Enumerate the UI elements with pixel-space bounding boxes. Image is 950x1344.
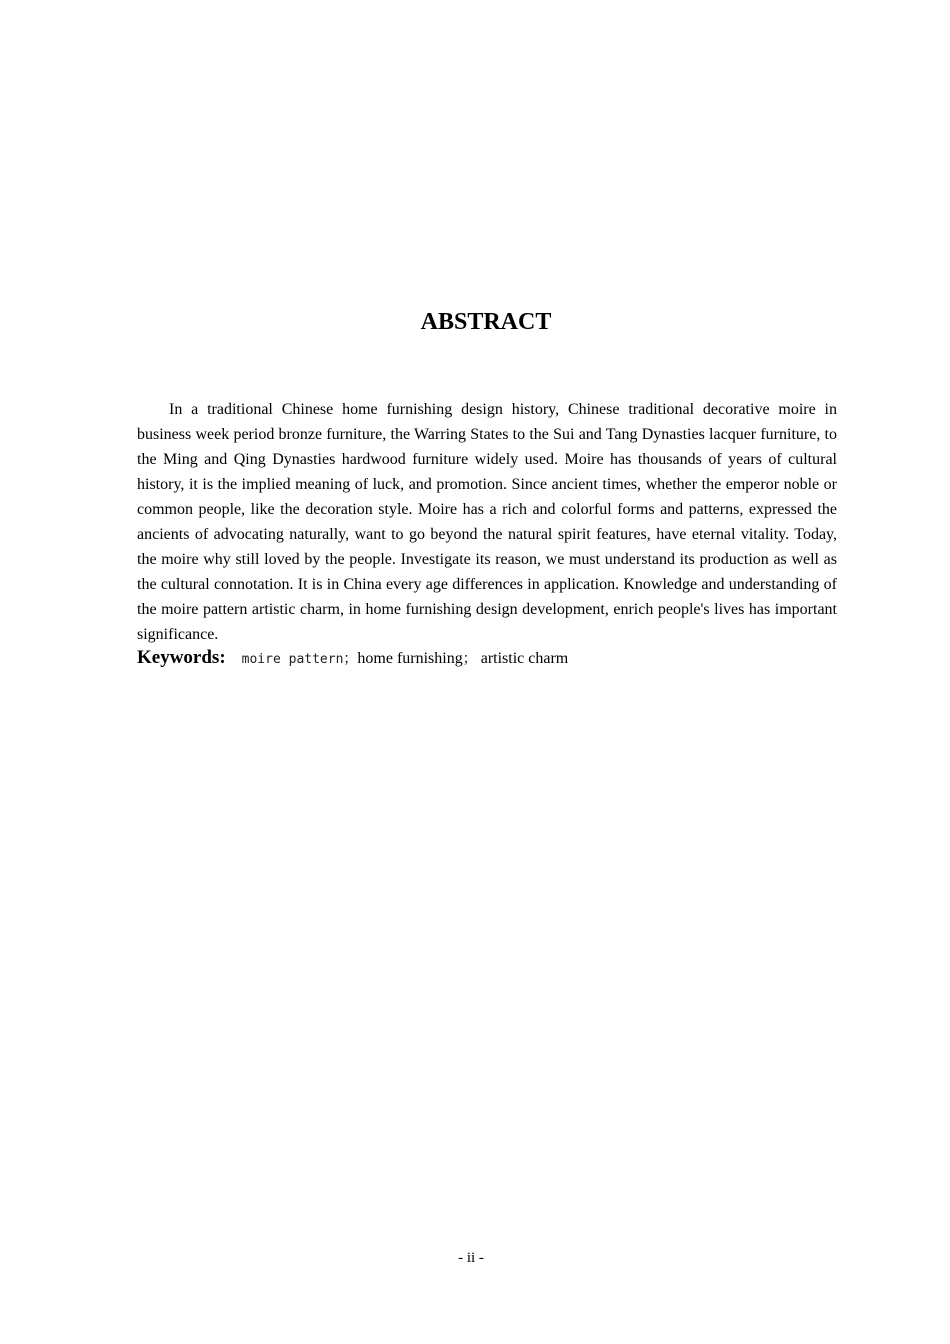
abstract-title: ABSTRACT — [420, 309, 552, 335]
keyword-item: moire pattern — [241, 652, 344, 667]
keywords-line — [137, 645, 837, 673]
keyword-item: home furnishing — [357, 650, 463, 667]
keywords-label: Keywords: — [137, 647, 226, 668]
page-number: - ii - — [458, 1250, 484, 1266]
abstract-paragraph: In a traditional Chinese home furnishing design history, Chinese traditional decorative moire in business week period bronze furniture, the Warring States to the Sui and Tang Dynasties lacquer furniture, to the Ming and Qing Dynasties hardwood furniture widely used. Moire has thousands of years of cultural history, it is the implied meaning of luck, and promotion. Since ancient times, whether the emperor noble or common people, like the decoration style. Moire has a rich and colorful forms and patterns, expressed the ancients of advocating naturally, want to go beyond the natural spirit features, have eternal vitality. Today, the moire why still loved by the people. Investigate its reason, we must understand its production as well as the cultural connotation. It is in China every age differences in application. Knowledge and understanding of the moire pattern artistic charm, in home furnishing design development, enrich people's lives has important significance. — [137, 401, 837, 643]
keyword-item: artistic charm — [480, 650, 569, 667]
keyword-separator: ； — [462, 651, 477, 667]
keyword-separator: ； — [343, 651, 358, 667]
